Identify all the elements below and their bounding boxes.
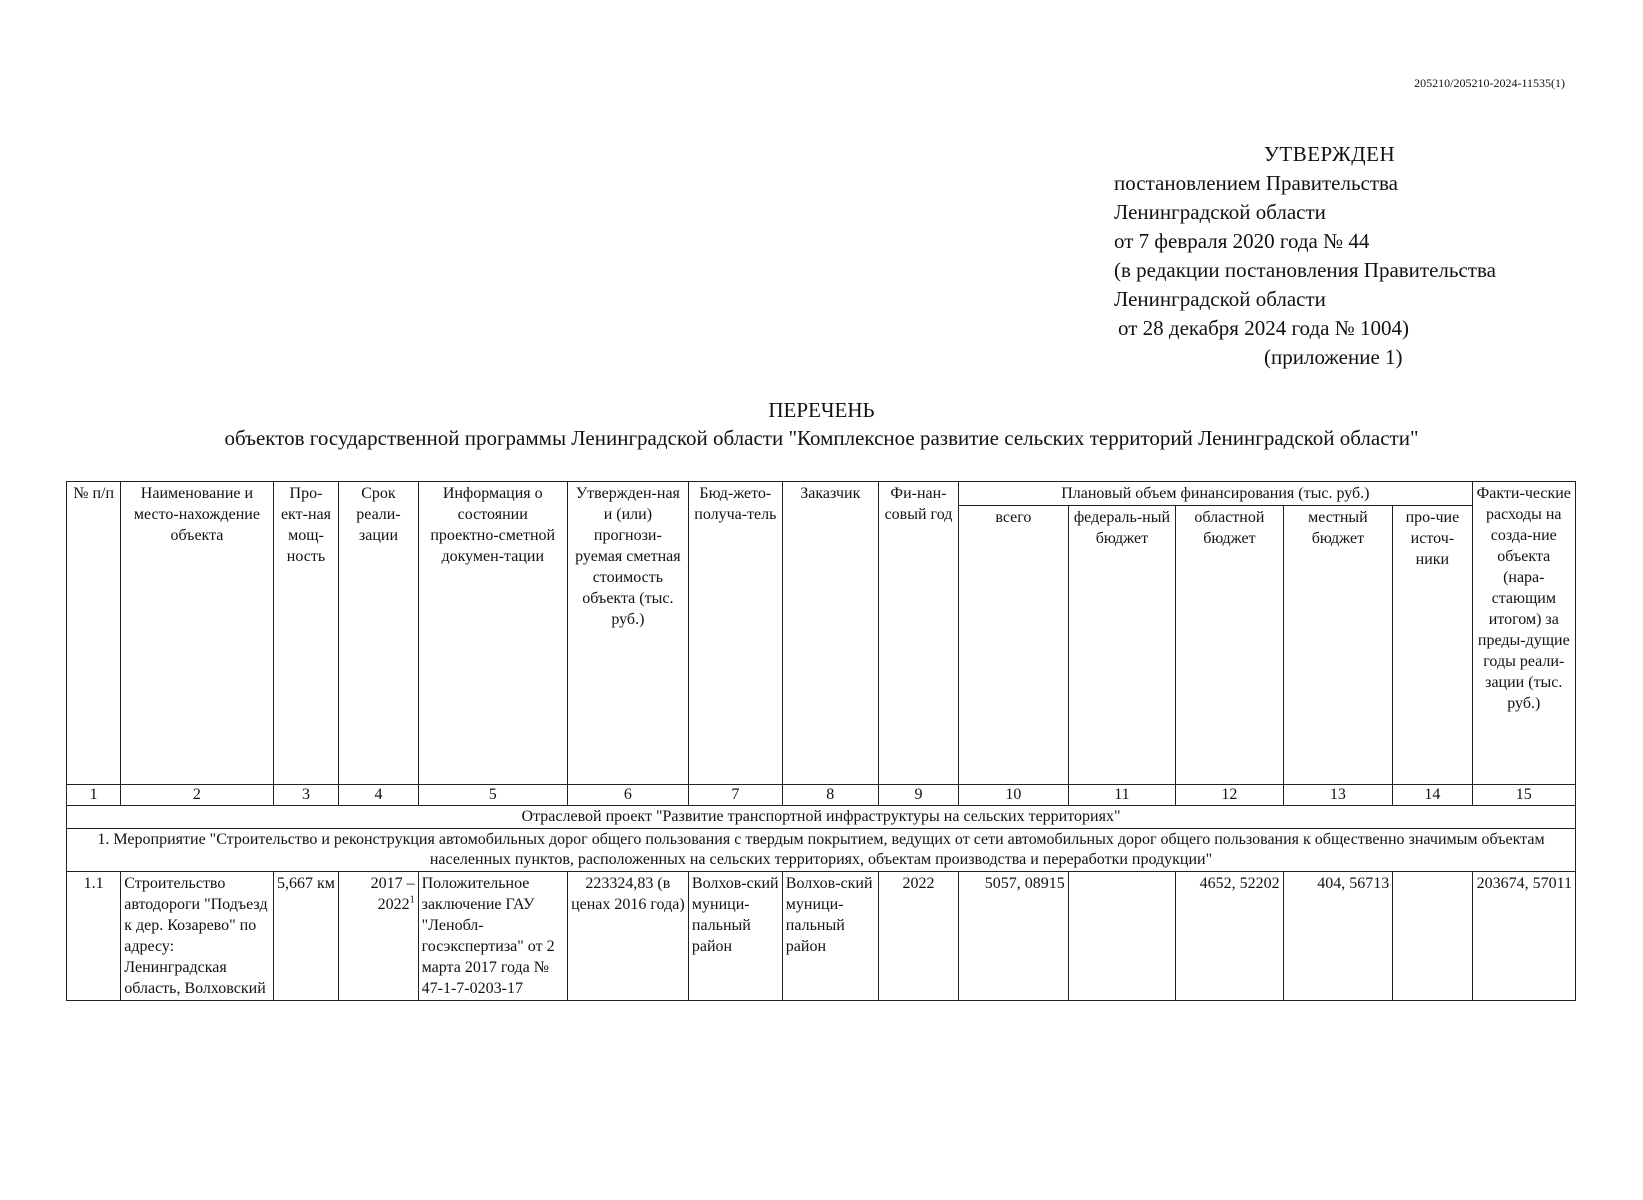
header-cell: Про-ект-ная мощ-ность (273, 482, 339, 785)
row-number: 1.1 (67, 872, 121, 1001)
header-cell: Заказчик (782, 482, 878, 785)
header-cell: Информация о состоянии проектно-сметной докумен-тации (418, 482, 567, 785)
page-title: ПЕРЕЧЕНЬ (768, 398, 875, 422)
header-cell-plan-group: Плановый объем финансирования (тыс. руб.) (959, 482, 1472, 506)
header-cell: местный бюджет (1283, 506, 1393, 785)
column-number: 7 (688, 785, 782, 806)
column-number: 13 (1283, 785, 1393, 806)
implementation-term: 2017 – 2022$^1$ (339, 872, 418, 1001)
column-number: 10 (959, 785, 1069, 806)
plan-regional: 4652, 52202 (1176, 872, 1283, 1001)
approval-line: от 28 декабря 2024 года № 1004) (1118, 316, 1409, 340)
plan-other (1393, 872, 1472, 1001)
header-cell: про-чие источ-ники (1393, 506, 1472, 785)
header-cell: федераль-ный бюджет (1068, 506, 1175, 785)
table-row (67, 872, 1576, 1001)
design-capacity: 5,667 км (273, 872, 339, 1001)
approval-line: от 7 февраля 2020 года № 44 (1114, 229, 1370, 253)
objects-table (66, 481, 1576, 1001)
column-number: 8 (782, 785, 878, 806)
page-subtitle: объектов государственной программы Ленинградской области "Комплексное развитие сельских территорий Ленинградской области" (224, 426, 1419, 450)
section-title: Отраслевой проект "Развитие транспортной инфраструктуры на сельских территориях" (67, 806, 1576, 829)
column-number: 4 (339, 785, 418, 806)
header-cell: Бюд-жето-получа-тель (688, 482, 782, 785)
column-number: 9 (878, 785, 958, 806)
column-number: 1 (67, 785, 121, 806)
actual-expenses: 203674, 57011 (1472, 872, 1575, 1001)
header-cell: № п/п (67, 482, 121, 785)
approval-line: (приложение 1) (1264, 345, 1403, 369)
approval-line: Ленинградской области (1114, 200, 1326, 224)
approval-line: Ленинградской области (1114, 287, 1326, 311)
approval-title: УТВЕРЖДЕН (1264, 142, 1396, 166)
column-number: 11 (1068, 785, 1175, 806)
plan-local: 404, 56713 (1283, 872, 1393, 1001)
estimated-cost: 223324,83 (в ценах 2016 года) (567, 872, 688, 1001)
footnote-mark: 1 (409, 894, 415, 906)
header-cell: областной бюджет (1176, 506, 1283, 785)
column-number: 12 (1176, 785, 1283, 806)
object-name: Строительство автодороги "Подъезд к дер. Козарево" по адресу: Ленинградская область, Волховский (121, 872, 273, 1001)
budget-recipient: Волхов-ский муници-пальный район (688, 872, 782, 1001)
header-cell: Наименование и место-нахождение объекта (121, 482, 273, 785)
header-cell: Срок реали-зации (339, 482, 418, 785)
header-cell: Фи-нан-совый год (878, 482, 958, 785)
column-number: 2 (121, 785, 273, 806)
measure-row (67, 829, 1576, 872)
header-row (67, 482, 1576, 506)
approval-line: постановлением Правительства (1114, 171, 1399, 195)
document-id: 205210/205210-2024-11535(1) (1414, 76, 1565, 90)
financial-year: 2022 (878, 872, 958, 1001)
header-cell: Утвержден-ная и (или) прогнози-руемая сметная стоимость объекта (тыс. руб.) (567, 482, 688, 785)
column-number: 3 (273, 785, 339, 806)
approval-stamp (1114, 140, 1496, 372)
plan-total: 5057, 08915 (959, 872, 1069, 1001)
measure-title: 1. Мероприятие "Строительство и реконструкция автомобильных дорог общего пользования с твердым покрытием, ведущих от сети автомобильных дорог общего пользования к общественно значимым объектам населенных пунктов, расположенных на сельских территориях, объектам производства и переработки продукции" (67, 829, 1576, 872)
section-row (67, 806, 1576, 829)
column-number: 6 (567, 785, 688, 806)
header-cell: Факти-ческие расходы на созда-ние объекта (нара-стающим итогом) за преды-дущие годы реали-зации (тыс. руб.) (1472, 482, 1575, 785)
plan-federal (1068, 872, 1175, 1001)
column-number: 5 (418, 785, 567, 806)
design-doc-info: Положительное заключение ГАУ "Ленобл-госэкспертиза" от 2 марта 2017 года № 47-1-7-0203-17 (418, 872, 567, 1001)
customer: Волхов-ский муници-пальный район (782, 872, 878, 1001)
approval-line: (в редакции постановления Правительства (1114, 258, 1496, 282)
header-cell: всего (959, 506, 1069, 785)
column-number: 14 (1393, 785, 1472, 806)
column-number: 15 (1472, 785, 1575, 806)
column-number-row (67, 785, 1576, 806)
